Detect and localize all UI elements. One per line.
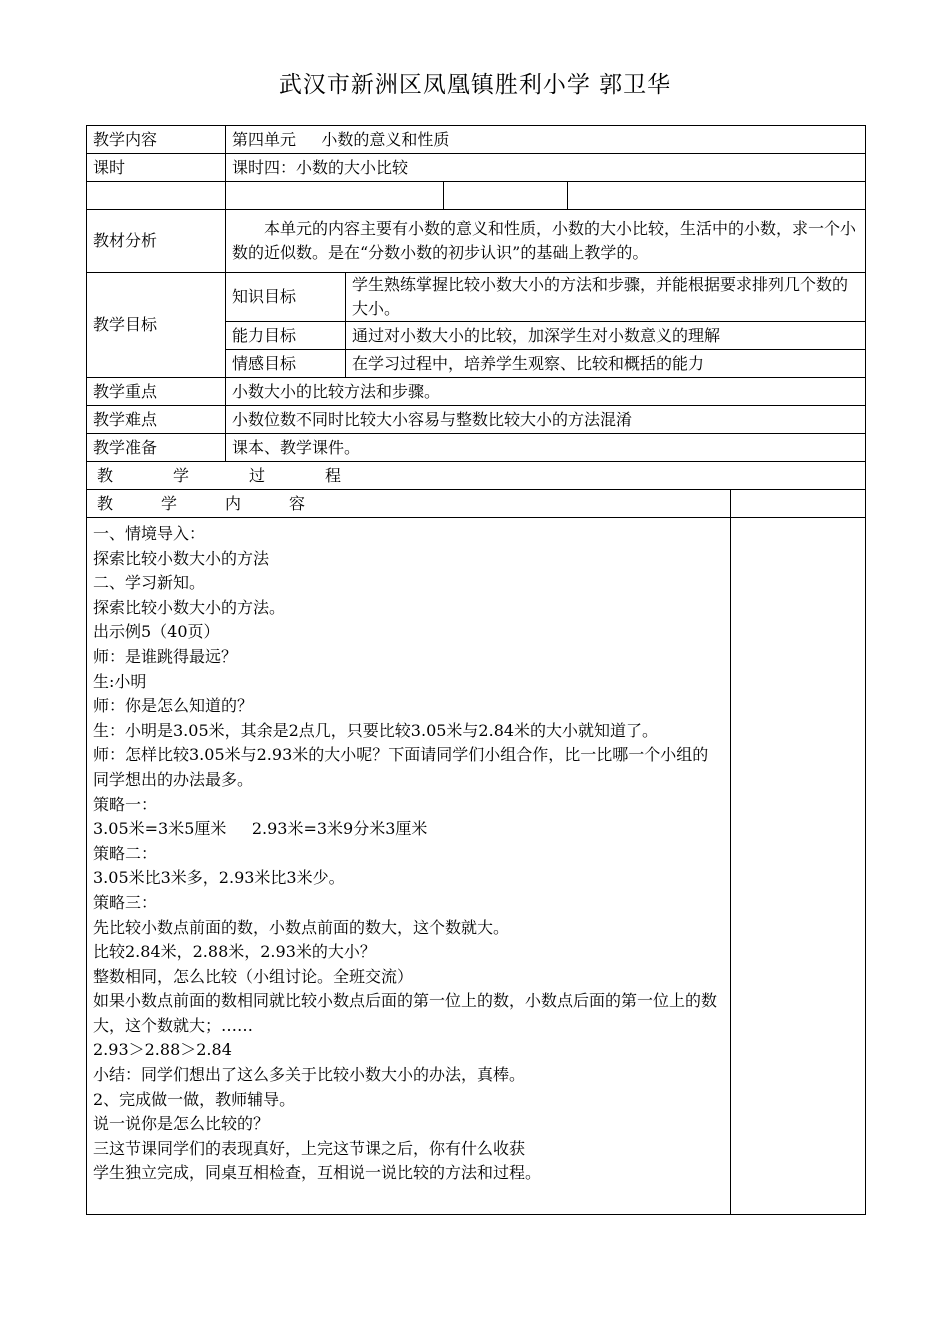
blank-cell <box>87 182 226 210</box>
lesson-line: 3.05米比3米多，2.93米比3米少。 <box>93 868 345 888</box>
content-header-char: 容 <box>289 493 306 513</box>
row-preparation <box>87 434 866 462</box>
value-difficulty: 小数位数不同时比较大小容易与整数比较大小的方法混淆 <box>226 406 866 434</box>
label-preparation: 教学准备 <box>87 434 226 462</box>
lesson-line: 二、学习新知。 <box>93 573 206 593</box>
row-difficulty <box>87 406 866 434</box>
lesson-content-cell <box>87 518 731 1215</box>
lesson-line: 一、情境导入： <box>93 524 206 543</box>
notes-header-cell <box>731 490 866 518</box>
lesson-line: 先比较小数点前面的数，小数点前面的数大，这个数就大。 <box>93 917 510 937</box>
lesson-line: 师：怎样比较3.05米与2.93米的大小呢？下面请同学们小组合作，比一比哪一个小组的同学想出的办法最多。 <box>93 745 709 789</box>
value-analysis-cell <box>226 210 866 273</box>
blank-cell <box>444 182 568 210</box>
content-header <box>87 490 731 518</box>
row-process-header <box>87 462 866 490</box>
value-period: 课时四：小数的大小比较 <box>226 154 866 182</box>
content-header-char: 教 <box>97 493 114 513</box>
notes-cell <box>731 518 866 1215</box>
lesson-line: 师：你是怎么知道的？ <box>93 696 254 716</box>
label-period: 课时 <box>87 154 226 182</box>
value-goal-knowledge: 学生熟练掌握比较小数大小的方法和步骤，并能根据要求排列几个数的大小。 <box>346 273 866 322</box>
value-key-point: 小数大小的比较方法和步骤。 <box>226 378 866 406</box>
lesson-plan-table <box>86 125 866 1215</box>
blank-cell <box>226 182 444 210</box>
lesson-line: 学生独立完成，同桌互相检查，互相说一说比较的方法和过程。 <box>93 1163 542 1183</box>
lesson-line: 策略三： <box>93 892 158 912</box>
blank-cell <box>568 182 866 210</box>
value-teaching-content: 第四单元 小数的意义和性质 <box>226 126 866 154</box>
lesson-content <box>93 522 724 1186</box>
lesson-line: 如果小数点前面的数相同就比较小数点后面的第一位上的数，小数点后面的第一位上的数大，这个数就大；…… <box>93 991 718 1035</box>
process-header-char: 过 <box>249 465 266 485</box>
content-header-char: 学 <box>161 493 178 513</box>
row-goal-knowledge <box>87 273 866 322</box>
process-header <box>87 462 866 490</box>
lesson-line: 整数相同，怎么比较（小组讨论。全班交流） <box>93 966 414 986</box>
label-key-point: 教学重点 <box>87 378 226 406</box>
lesson-line: 2、完成做一做，教师辅导。 <box>93 1089 296 1109</box>
label-difficulty: 教学难点 <box>87 406 226 434</box>
lesson-line: 比较2.84米，2.88米，2.93米的大小？ <box>93 942 376 962</box>
row-lesson-content <box>87 518 866 1215</box>
lesson-line: 小结：同学们想出了这么多关于比较小数大小的办法，真棒。 <box>93 1065 526 1085</box>
value-preparation: 课本、教学课件。 <box>226 434 866 462</box>
lesson-line: 策略一： <box>93 794 158 814</box>
lesson-line: 三这节课同学们的表现真好，上完这节课之后，你有什么收获 <box>93 1138 526 1158</box>
lesson-line: 生:小明 <box>93 671 147 691</box>
process-header-char: 教 <box>97 465 114 485</box>
lesson-line: 生：小明是3.05米，其余是2点几，只要比较3.05米与2.84米的大小就知道了。 <box>93 720 659 740</box>
label-goals: 教学目标 <box>87 273 226 378</box>
lesson-line: 策略二： <box>93 843 158 863</box>
lesson-line: 师：是谁跳得最远？ <box>93 646 238 666</box>
document-title: 武汉市新洲区凤凰镇胜利小学 郭卫华 <box>278 72 672 98</box>
row-analysis <box>87 210 866 273</box>
row-teaching-content <box>87 126 866 154</box>
row-period <box>87 154 866 182</box>
value-analysis: 本单元的内容主要有小数的意义和性质，小数的大小比较，生活中的小数，求一个小数的近似数。是在“分数小数的初步认识”的基础上教学的。 <box>232 219 857 262</box>
label-teaching-content: 教学内容 <box>87 126 226 154</box>
label-goal-emotion: 情感目标 <box>226 350 346 378</box>
row-content-header <box>87 490 866 518</box>
label-goal-knowledge: 知识目标 <box>226 273 346 322</box>
label-goal-ability: 能力目标 <box>226 322 346 350</box>
process-header-char: 学 <box>173 465 190 485</box>
lesson-line: 说一说你是怎么比较的？ <box>93 1114 270 1134</box>
lesson-line: 2.93＞2.88＞2.84 <box>93 1040 232 1060</box>
lesson-line: 出示例5（40页） <box>93 622 220 642</box>
process-header-char: 程 <box>325 465 342 485</box>
lesson-line: 探索比较小数大小的方法 <box>93 548 270 568</box>
label-analysis: 教材分析 <box>87 210 226 273</box>
lesson-line: 探索比较小数大小的方法。 <box>93 597 286 617</box>
lesson-line: 3.05米=3米5厘米 2.93米=3米9分米3厘米 <box>93 819 428 839</box>
value-goal-emotion: 在学习过程中，培养学生观察、比较和概括的能力 <box>346 350 866 378</box>
value-goal-ability: 通过对小数大小的比较，加深学生对小数意义的理解 <box>346 322 866 350</box>
row-blank <box>87 182 866 210</box>
row-key-point <box>87 378 866 406</box>
content-header-char: 内 <box>225 493 242 513</box>
